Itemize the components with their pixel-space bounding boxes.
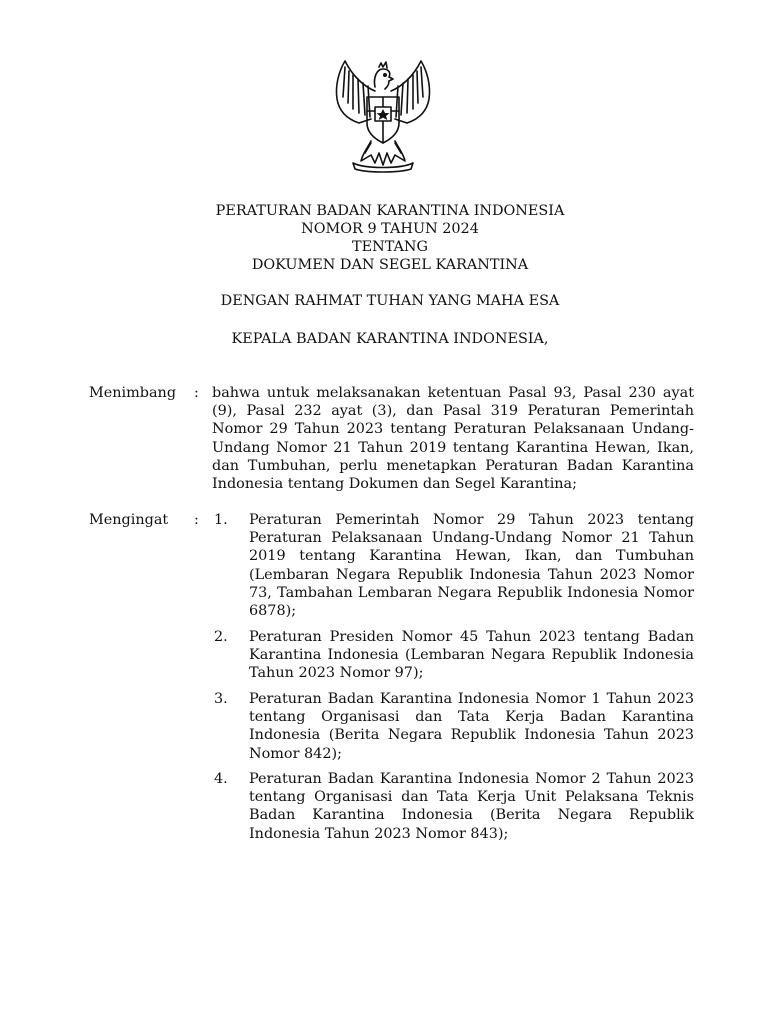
invocation-line: DENGAN RAHMAT TUHAN YANG MAHA ESA [220,293,560,309]
mengingat-item-text: Peraturan Presiden Nomor 45 Tahun 2023 tentang Badan Karantina Indonesia (Lembaran Negara Republik Indonesia Tahun 2023 Nomor 97); [249,629,694,682]
mengingat-label: Mengingat [89,512,169,528]
mengingat-item-number: 2. [214,629,228,645]
garuda-pancasila-emblem-icon [331,57,435,173]
regulation-title: PERATURAN BADAN KARANTINA INDONESIA [215,203,565,219]
regulation-subject: DOKUMEN DAN SEGEL KARANTINA [251,257,529,273]
mengingat-item-number: 4. [214,771,228,787]
mengingat-item-text: Peraturan Badan Karantina Indonesia Nomor 2 Tahun 2023 tentang Organisasi dan Tata Kerja Unit Pelaksana Teknis Badan Karantina Indonesia (Berita Negara Republik Indonesia Tahun 2023 Nomor 843); [249,771,694,842]
authority-line: KEPALA BADAN KARANTINA INDONESIA, [231,331,549,347]
menimbang-label: Menimbang [89,385,177,401]
menimbang-text: bahwa untuk melaksanakan ketentuan Pasal 93, Pasal 230 ayat (9), Pasal 232 ayat (3), dan Pasal 319 Peraturan Pemerintah Nomor 29 Tahun 2023 tentang Peraturan Pelaksanaan Undang-Undang Nomor 21 Tahun 2019 tentang Karantina Hewan, Ikan, dan Tumbuhan, perlu menetapkan Peraturan Badan Karantina Indonesia tentang Dokumen dan Segel Karantina; [212,385,694,493]
regulation-number: NOMOR 9 TAHUN 2024 [301,221,479,237]
regulation-about-label: TENTANG [352,239,428,255]
mengingat-colon: : [194,512,199,528]
menimbang-colon: : [194,385,199,401]
mengingat-item-text: Peraturan Pemerintah Nomor 29 Tahun 2023 tentang Peraturan Pelaksanaan Undang-Undang Nomor 21 Tahun 2019 tentang Karantina Hewan, Ikan, dan Tumbuhan (Lembaran Negara Republik Indonesia Tahun 2023 Nomor 73, Tambahan Lembaran Negara Republik Indonesia Nomor 6878); [249,512,694,620]
mengingat-item-number: 3. [214,691,228,707]
mengingat-item-number: 1. [214,512,228,528]
mengingat-item-text: Peraturan Badan Karantina Indonesia Nomor 1 Tahun 2023 tentang Organisasi dan Tata Kerja Badan Karantina Indonesia (Berita Negara Republik Indonesia Tahun 2023 Nomor 842); [249,691,694,762]
